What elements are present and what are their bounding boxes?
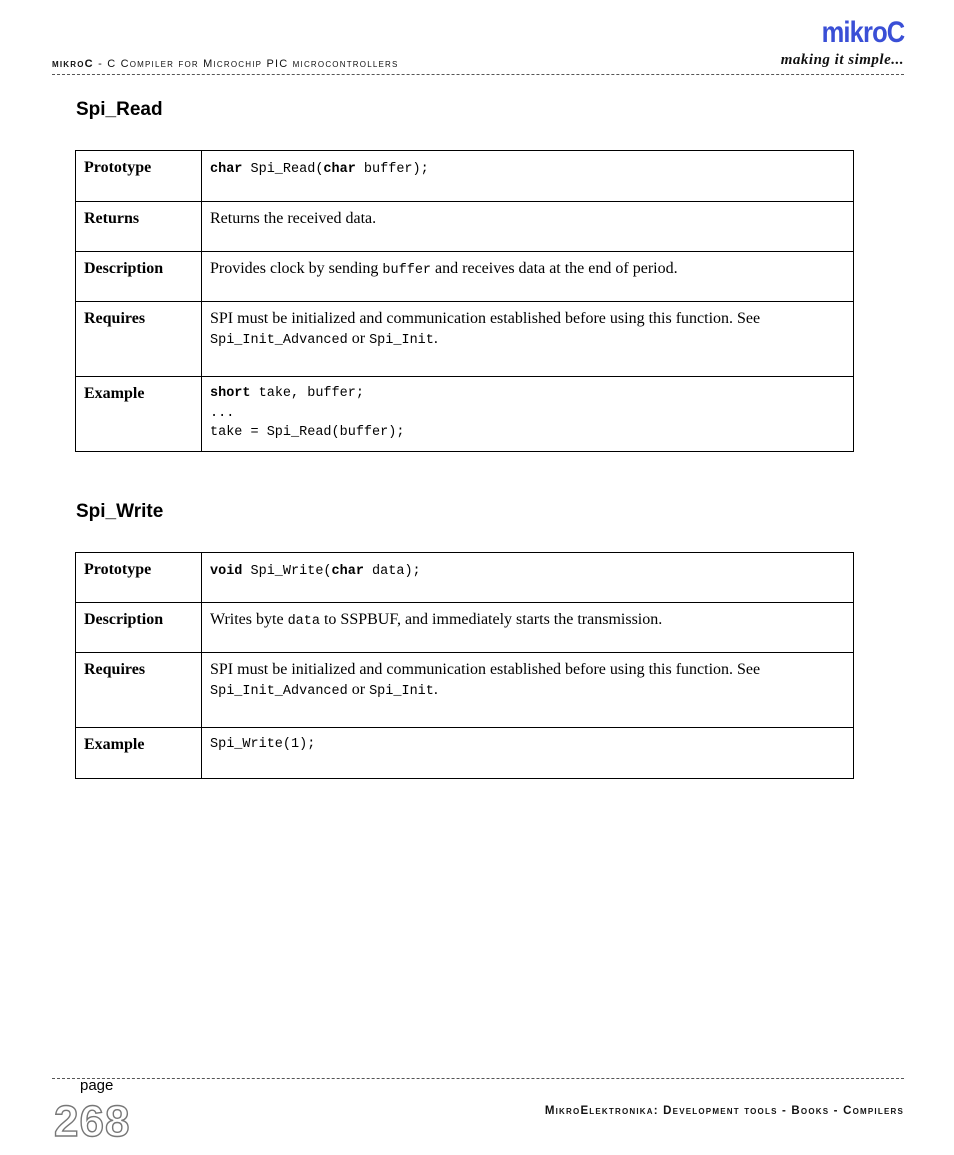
keyword: char [331, 564, 364, 579]
table-row [76, 302, 854, 377]
row-label: Prototype [76, 553, 202, 603]
code-text: Spi_Write( [242, 564, 332, 579]
inline-code: Spi_Init [369, 684, 434, 699]
table-row [76, 653, 854, 728]
inline-code: buffer [382, 263, 432, 278]
text: or [347, 681, 370, 698]
code-line: Spi_Write(1); [210, 737, 316, 752]
inline-code: Spi_Init [369, 333, 434, 348]
prototype-value [202, 553, 854, 603]
text: SPI must be initialized and communication established before using this function. See [210, 661, 761, 678]
keyword: short [210, 386, 251, 401]
section-title-spi-read: Spi_Read [76, 99, 163, 120]
header-subtitle: - C Compiler for Microchip PIC microcontrollers [93, 58, 399, 70]
table-row [76, 603, 854, 653]
table-row [76, 202, 854, 252]
running-header [52, 58, 399, 70]
code-text: buffer); [355, 162, 429, 177]
header-divider [52, 74, 904, 75]
row-label: Returns [76, 202, 202, 252]
row-label: Prototype [76, 151, 202, 202]
code-text: Spi_Read( [242, 162, 324, 177]
code-line [210, 384, 845, 404]
row-label: Description [76, 603, 202, 653]
keyword: char [210, 162, 243, 177]
row-label: Description [76, 252, 202, 302]
header-brand: mikroC [52, 58, 94, 70]
requires-value [202, 653, 854, 728]
example-value [202, 728, 854, 779]
text: to SSPBUF, and immediately starts the transmission. [319, 611, 663, 628]
prototype-value [202, 151, 854, 202]
section-title-spi-write: Spi_Write [76, 501, 164, 522]
table-row [76, 553, 854, 603]
inline-code: data [287, 614, 320, 629]
code-line: ... [210, 405, 235, 421]
text: . [433, 330, 438, 347]
description-value [202, 252, 854, 302]
text: or [347, 330, 370, 347]
table-row [76, 728, 854, 779]
table-row [76, 252, 854, 302]
spi-write-table [75, 552, 854, 779]
footer-text: MikroElektronika: Development tools - Books - Compilers [544, 1105, 904, 1117]
code-line: take = Spi_Read(buffer); [210, 425, 405, 440]
mikroc-logo: mikroC [821, 16, 904, 49]
text: . [433, 681, 438, 698]
inline-code: Spi_Init_Advanced [210, 684, 348, 699]
description-value [202, 603, 854, 653]
keyword: void [210, 564, 243, 579]
row-label: Example [76, 377, 202, 452]
page-number: 268 [54, 1097, 131, 1146]
requires-value [202, 302, 854, 377]
slogan: making it simple... [780, 52, 904, 68]
text: Provides clock by sending [210, 260, 383, 277]
row-label: Requires [76, 653, 202, 728]
row-label: Example [76, 728, 202, 779]
code-text: data); [363, 564, 421, 579]
row-label: Requires [76, 302, 202, 377]
keyword: char [323, 162, 356, 177]
code-text: take, buffer; [250, 386, 364, 401]
example-value [202, 377, 854, 452]
text: Writes byte [210, 611, 288, 628]
spi-read-table [75, 150, 854, 452]
text: and receives data at the end of period. [431, 260, 678, 277]
text: SPI must be initialized and communication established before using this function. See [210, 310, 761, 327]
inline-code: Spi_Init_Advanced [210, 333, 348, 348]
page-label: page [80, 1077, 114, 1094]
table-row [76, 377, 854, 452]
footer-divider [52, 1078, 904, 1079]
table-row [76, 151, 854, 202]
returns-value: Returns the received data. [202, 202, 854, 252]
